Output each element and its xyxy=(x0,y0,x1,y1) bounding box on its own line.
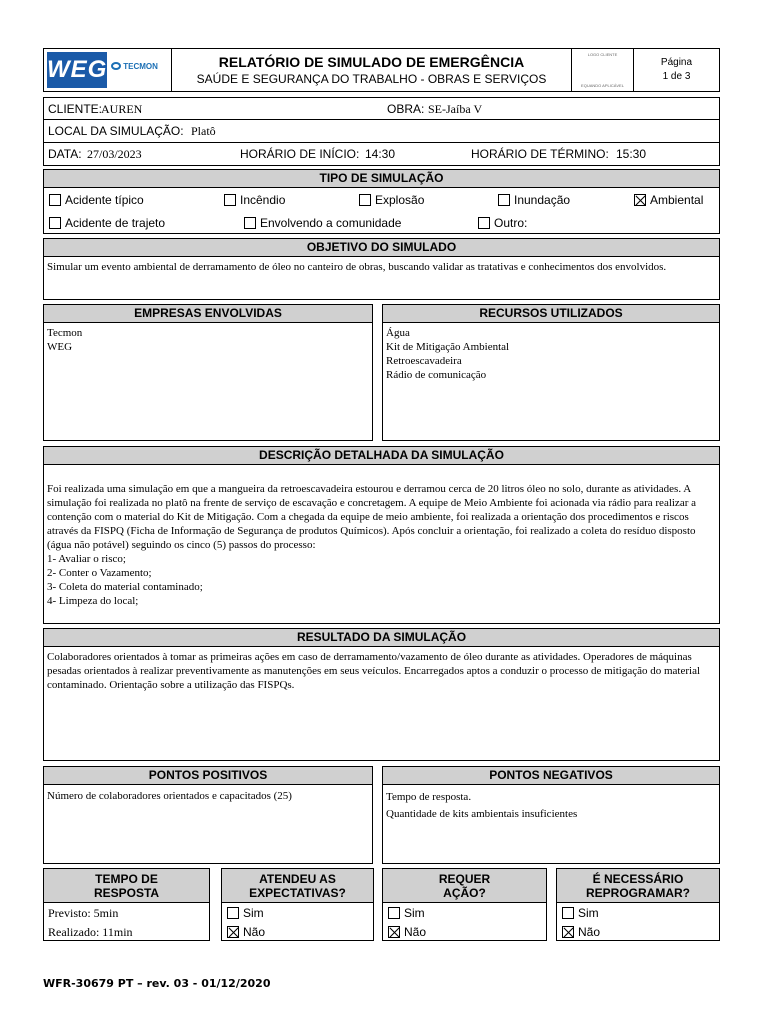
negativo-item: Tempo de resposta. xyxy=(386,791,472,803)
tecmon-logo-text: TECMON xyxy=(123,62,158,71)
option-label: Ambiental xyxy=(650,193,704,207)
tecmon-mark-icon xyxy=(111,62,121,70)
objetivo-section xyxy=(43,238,720,300)
weg-logo xyxy=(47,52,107,88)
cliente-value: AUREN xyxy=(101,102,143,116)
positivos-section xyxy=(43,766,373,864)
reprogramar-section xyxy=(556,868,720,941)
descricao-step: 1- Avaliar o risco; xyxy=(47,553,126,565)
reprogramar-title xyxy=(557,869,719,903)
tempo-realizado xyxy=(48,925,133,940)
requer-title xyxy=(383,869,546,903)
checkbox-icon[interactable] xyxy=(478,217,490,229)
info-block xyxy=(43,97,720,166)
info-row-data xyxy=(44,143,719,165)
requer-acao-section xyxy=(382,868,547,941)
page-cell xyxy=(634,49,719,91)
negativos-title: PONTOS NEGATIVOS xyxy=(383,767,719,785)
resultado-section xyxy=(43,628,720,761)
data-value: 27/03/2023 xyxy=(87,147,142,161)
negativos-section xyxy=(382,766,720,864)
negativos-list xyxy=(383,785,719,826)
reprogramar-title-line2: REPROGRAMAR? xyxy=(586,886,690,900)
empresas-list xyxy=(44,323,372,357)
checkbox-checked-icon[interactable] xyxy=(634,194,646,206)
recursos-title: RECURSOS UTILIZADOS xyxy=(383,305,719,323)
obra-label: OBRA: xyxy=(387,102,425,116)
option-ambiental[interactable] xyxy=(634,193,703,207)
descricao-step: 3- Coleta do material contaminado; xyxy=(47,581,203,593)
objetivo-title: OBJETIVO DO SIMULADO xyxy=(44,239,719,257)
tempo-title-line1: TEMPO DE xyxy=(95,872,158,886)
atendeu-section xyxy=(221,868,374,941)
option-acidente-tipico[interactable] xyxy=(49,193,144,207)
weg-logo-text: WEG xyxy=(47,56,108,83)
empresa-item: Tecmon xyxy=(47,327,83,339)
tipo-section xyxy=(43,169,720,234)
requer-sim-option[interactable] xyxy=(388,906,425,920)
atendeu-title-line2: EXPECTATIVAS? xyxy=(249,886,346,900)
logos-cell xyxy=(44,49,172,91)
recursos-section xyxy=(382,304,720,441)
tempo-previsto xyxy=(48,906,118,921)
tempo-previsto-text: Previsto: 5min xyxy=(48,906,119,920)
option-incendio[interactable] xyxy=(224,193,285,207)
nao-label: Não xyxy=(404,925,427,939)
atendeu-sim-option[interactable] xyxy=(227,906,264,920)
info-row-local xyxy=(44,120,719,143)
option-label: Inundação xyxy=(514,193,571,207)
descricao-title: DESCRIÇÃO DETALHADA DA SIMULAÇÃO xyxy=(44,447,719,465)
resultado-title: RESULTADO DA SIMULAÇÃO xyxy=(44,629,719,647)
recurso-item: Água xyxy=(386,327,410,339)
atendeu-title xyxy=(222,869,373,903)
inicio-value: 14:30 xyxy=(365,147,396,161)
nao-label: Não xyxy=(243,925,266,939)
atendeu-title-line1: ATENDEU AS xyxy=(259,872,336,886)
requer-title-line1: REQUER xyxy=(438,872,491,886)
local-label: LOCAL DA SIMULAÇÃO: xyxy=(48,124,184,138)
objetivo-text: Simular um evento ambiental de derramamento de óleo no canteiro de obras, buscando validar as tratativas e conhecimentos dos envolvidos. xyxy=(47,261,667,273)
empresas-section xyxy=(43,304,373,441)
checkbox-icon[interactable] xyxy=(224,194,236,206)
data-label: DATA: xyxy=(48,147,82,161)
checkbox-checked-icon[interactable] xyxy=(388,926,400,938)
tempo-resposta-section xyxy=(43,868,210,941)
descricao-paragraph: Foi realizada uma simulação em que a mangueira da retroescavadeira estourou e derramou cerca de 20 litros óleo no solo, durante as atividades. A simulação foi realizada no platô na frente de serviço de escavação e concretagem. A equipe de Meio Ambiente foi acionada via rádio para realizar a contenção com o material do Kit de Mitigação. Com a chegada da equipe de meio ambiente, foi realizada a orientação dos procedimentos e riscos através da FISPQ (Ficha de Informação de Segurança de produtos Químicos). Após concluir a orientação, foi realizado a coleta do resíduo disposto (água não potável) seguindo os cinco (5) passos do processo: xyxy=(47,483,696,551)
cliente-label: CLIENTE: xyxy=(48,102,103,116)
page-subtitle: SAÚDE E SEGURANÇA DO TRABALHO - OBRAS E SERVIÇOS xyxy=(196,72,547,86)
page-number: 1 de 3 xyxy=(662,71,691,82)
positivo-item: Número de colaboradores orientados e capacitados (25) xyxy=(47,790,292,802)
logo-cliente-label: LOGO CLIENTE xyxy=(587,52,618,57)
recursos-list xyxy=(383,323,719,385)
reprogramar-nao-option[interactable] xyxy=(562,925,600,939)
empresas-title: EMPRESAS ENVOLVIDAS xyxy=(44,305,372,323)
checkbox-icon[interactable] xyxy=(388,907,400,919)
recurso-item: Rádio de comunicação xyxy=(386,369,487,381)
checkbox-checked-icon[interactable] xyxy=(562,926,574,938)
form-code-footer: WFR-30679 PT – rev. 03 - 01/12/2020 xyxy=(43,977,271,990)
resultado-text: Colaboradores orientados à tomar as primeiras ações em caso de derramamento/vazamento de óleo durante as atividades. Operadores de máquinas pesadas orientados à realizar preventivamente as manutenções em seus veículos. Encarregados aptos a conduzir o processo de mitigação do material contaminado. Orientação sobre a utilização das FISPQs. xyxy=(47,651,701,691)
checkbox-icon[interactable] xyxy=(49,194,61,206)
descricao-body xyxy=(44,465,719,611)
tempo-title xyxy=(44,869,209,903)
recurso-item: Retroescavadeira xyxy=(386,355,462,367)
sim-label: Sim xyxy=(578,906,599,920)
checkbox-checked-icon[interactable] xyxy=(227,926,239,938)
tecmon-logo xyxy=(111,62,169,76)
option-label: Incêndio xyxy=(240,193,286,207)
option-outro[interactable] xyxy=(478,216,527,230)
option-explosao[interactable] xyxy=(359,193,424,207)
info-row-cliente xyxy=(44,98,719,120)
checkbox-icon[interactable] xyxy=(562,907,574,919)
equando-label: EQUANDO APLICÁVEL xyxy=(581,83,624,88)
tempo-realizado-text: Realizado: 11min xyxy=(48,925,133,939)
title-cell xyxy=(172,49,572,91)
report-header xyxy=(43,48,720,92)
checkbox-icon[interactable] xyxy=(498,194,510,206)
client-logo-cell xyxy=(572,49,634,91)
sim-label: Sim xyxy=(404,906,425,920)
descricao-section xyxy=(43,446,720,624)
termino-value: 15:30 xyxy=(616,147,647,161)
option-label: Explosão xyxy=(375,193,425,207)
reprogramar-sim-option[interactable] xyxy=(562,906,599,920)
tempo-title-line2: RESPOSTA xyxy=(93,886,160,900)
obra-value: SE-Jaíba V xyxy=(428,102,483,116)
checkbox-icon[interactable] xyxy=(227,907,239,919)
termino-label: HORÁRIO DE TÉRMINO: xyxy=(471,147,609,161)
checkbox-icon[interactable] xyxy=(49,217,61,229)
checkbox-icon[interactable] xyxy=(244,217,256,229)
local-value: Platô xyxy=(191,124,216,138)
option-label: Outro: xyxy=(494,216,528,230)
page-title: RELATÓRIO DE SIMULADO DE EMERGÊNCIA xyxy=(218,54,525,70)
recurso-item: Kit de Mitigação Ambiental xyxy=(386,341,510,353)
positivos-list xyxy=(44,785,372,806)
sim-label: Sim xyxy=(243,906,264,920)
reprogramar-title-line1: É NECESSÁRIO xyxy=(592,872,684,886)
option-label: Envolvendo a comunidade xyxy=(260,216,402,230)
checkbox-icon[interactable] xyxy=(359,194,371,206)
option-label: Acidente de trajeto xyxy=(65,216,166,230)
option-inundacao[interactable] xyxy=(498,193,570,207)
requer-title-line2: AÇÃO? xyxy=(443,886,486,900)
tipo-title: TIPO DE SIMULAÇÃO xyxy=(44,170,719,188)
option-label: Acidente típico xyxy=(65,193,144,207)
descricao-step: 4- Limpeza do local; xyxy=(47,595,139,607)
option-acidente-trajeto[interactable] xyxy=(49,216,165,230)
option-comunidade[interactable] xyxy=(244,216,401,230)
empresa-item: WEG xyxy=(47,341,73,353)
inicio-label: HORÁRIO DE INÍCIO: xyxy=(240,147,360,161)
nao-label: Não xyxy=(578,925,601,939)
page-label: Página xyxy=(660,57,693,68)
descricao-step: 2- Conter o Vazamento; xyxy=(47,567,152,579)
negativo-item: Quantidade de kits ambientais insuficientes xyxy=(386,808,578,820)
atendeu-nao-option[interactable] xyxy=(227,925,265,939)
positivos-title: PONTOS POSITIVOS xyxy=(44,767,372,785)
requer-nao-option[interactable] xyxy=(388,925,426,939)
